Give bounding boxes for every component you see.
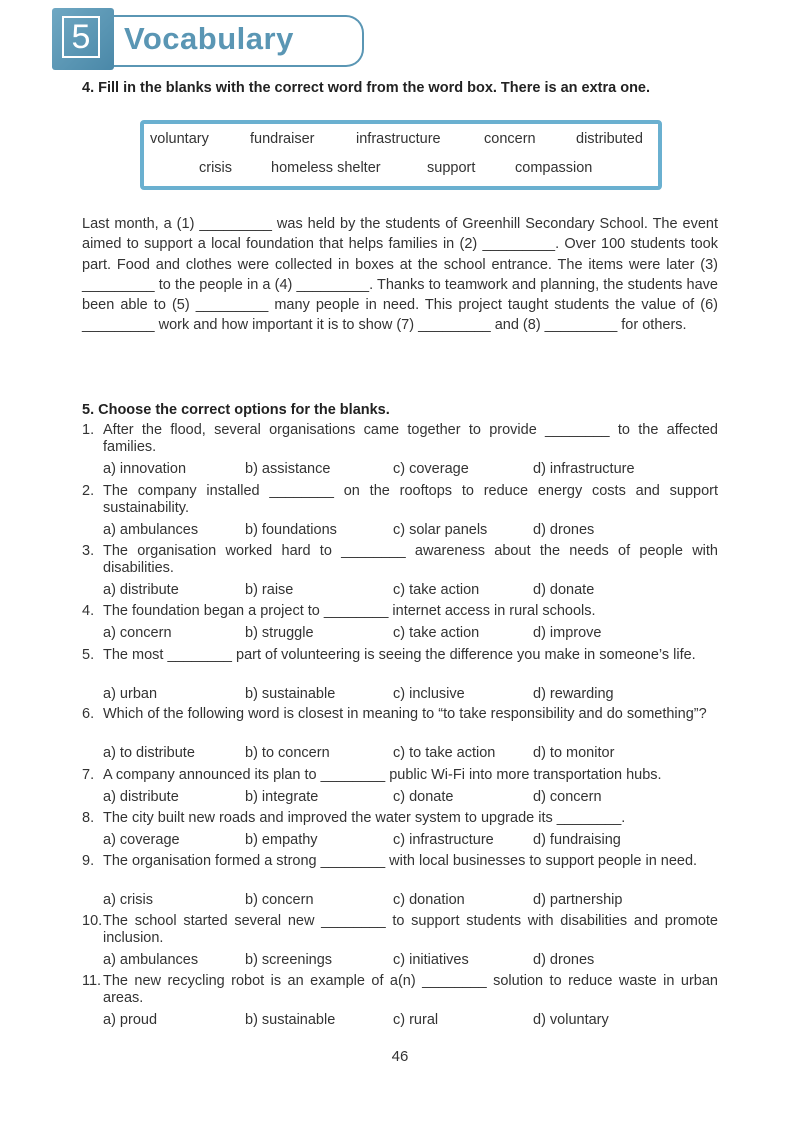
- answer-option[interactable]: c) infrastructure: [393, 832, 494, 848]
- title-banner: [110, 15, 364, 67]
- answer-option[interactable]: c) solar panels: [393, 522, 488, 538]
- gap-fill-passage: Last month, a (1) _________ was held by the students of Greenhill Secondary School. The event aimed to support a local foundation that helps families in (2) _________. Over 100 students took part. Food and clothes were collected in boxes at the school entrance. The items were later (3) _________ to the people in a (4) _________. Thanks to teamwork and planning, the students have been able to (5) _________ many people in need. This project taught students the value of (6) _________ work and how important it is to show (7) _________ and (8) _________ for others.: [82, 216, 718, 334]
- answer-option[interactable]: b) foundations: [245, 522, 337, 538]
- answer-option[interactable]: b) struggle: [245, 625, 314, 641]
- question-text: The new recycling robot is an example of a(n) ________ solution to reduce waste in urban areas.: [103, 973, 718, 1006]
- question-text: The organisation worked hard to ________ awareness about the needs of people with disabilities.: [103, 543, 718, 576]
- question-number: 10.: [82, 913, 103, 929]
- answer-option[interactable]: b) empathy: [245, 832, 318, 848]
- question-number: 4.: [82, 603, 95, 619]
- word-box-item: concern: [484, 131, 536, 147]
- answer-option[interactable]: a) to distribute: [103, 745, 195, 761]
- answer-option[interactable]: d) concern: [533, 789, 602, 805]
- answer-option[interactable]: d) to monitor: [533, 745, 615, 761]
- word-box-item: support: [427, 160, 476, 176]
- answer-option[interactable]: d) rewarding: [533, 686, 614, 702]
- question-text: After the flood, several organisations came together to provide ________ to the affected families.: [103, 422, 718, 455]
- answer-option[interactable]: d) drones: [533, 952, 595, 968]
- word-box-item: fundraiser: [250, 131, 315, 147]
- question-number: 9.: [82, 853, 95, 869]
- question-text: The most ________ part of volunteering is seeing the difference you make in someone’s life.: [103, 647, 696, 663]
- answer-option[interactable]: b) sustainable: [245, 686, 336, 702]
- answer-option[interactable]: d) voluntary: [533, 1012, 609, 1028]
- answer-option[interactable]: a) crisis: [103, 892, 153, 908]
- answer-option[interactable]: c) to take action: [393, 745, 496, 761]
- exercise-5-heading: 5. Choose the correct options for the blanks.: [82, 402, 390, 418]
- word-box-item: compassion: [515, 160, 593, 176]
- answer-option[interactable]: a) proud: [103, 1012, 158, 1028]
- answer-option[interactable]: a) concern: [103, 625, 172, 641]
- question-number: 5.: [82, 647, 95, 663]
- answer-option[interactable]: c) initiatives: [393, 952, 469, 968]
- word-box-item: homeless shelter: [271, 160, 381, 176]
- page-title: Vocabulary: [124, 21, 294, 56]
- question-number: 11.: [82, 973, 102, 989]
- question-text: The company installed ________ on the rooftops to reduce energy costs and support sustainability.: [103, 483, 718, 516]
- answer-option[interactable]: c) rural: [393, 1012, 439, 1028]
- word-box: [140, 120, 662, 190]
- question-number: 7.: [82, 767, 95, 783]
- answer-option[interactable]: b) assistance: [245, 461, 331, 477]
- answer-option[interactable]: b) screenings: [245, 952, 333, 968]
- answer-option[interactable]: a) coverage: [103, 832, 180, 848]
- answer-option[interactable]: b) to concern: [245, 745, 330, 761]
- question-number: 8.: [82, 810, 95, 826]
- answer-option[interactable]: c) coverage: [393, 461, 469, 477]
- question-text: The foundation began a project to ________ internet access in rural schools.: [103, 603, 596, 619]
- unit-badge: [52, 8, 114, 70]
- answer-option[interactable]: d) partnership: [533, 892, 623, 908]
- answer-option[interactable]: d) infrastructure: [533, 461, 635, 477]
- answer-option[interactable]: a) ambulances: [103, 952, 199, 968]
- answer-option[interactable]: c) inclusive: [393, 686, 465, 702]
- question-text: Which of the following word is closest in meaning to “to take responsibility and do something”?: [103, 706, 707, 722]
- unit-number: 5: [62, 16, 100, 58]
- answer-option[interactable]: d) improve: [533, 625, 602, 641]
- page-number: 46: [391, 1048, 409, 1065]
- answer-option[interactable]: b) concern: [245, 892, 314, 908]
- word-box-item: infrastructure: [356, 131, 441, 147]
- question-number: 3.: [82, 543, 95, 559]
- word-box-item: voluntary: [150, 131, 209, 147]
- answer-option[interactable]: d) fundraising: [533, 832, 621, 848]
- question-text: The organisation formed a strong ________ with local businesses to support people in need.: [103, 853, 698, 869]
- unit-header: [52, 8, 372, 74]
- question-text: The city built new roads and improved the water system to upgrade its ________.: [103, 810, 626, 826]
- question-number: 6.: [82, 706, 95, 722]
- answer-option[interactable]: b) sustainable: [245, 1012, 336, 1028]
- answer-option[interactable]: c) donation: [393, 892, 465, 908]
- word-box-item: distributed: [576, 131, 643, 147]
- answer-option[interactable]: b) integrate: [245, 789, 319, 805]
- answer-option[interactable]: a) distribute: [103, 582, 179, 598]
- answer-option[interactable]: a) ambulances: [103, 522, 199, 538]
- question-number: 1.: [82, 422, 95, 438]
- answer-option[interactable]: a) urban: [103, 686, 158, 702]
- answer-option[interactable]: b) raise: [245, 582, 294, 598]
- answer-option[interactable]: c) take action: [393, 625, 480, 641]
- answer-option[interactable]: a) distribute: [103, 789, 179, 805]
- answer-option[interactable]: d) drones: [533, 522, 595, 538]
- question-text: A company announced its plan to ________ public Wi-Fi into more transportation hubs.: [103, 767, 662, 783]
- exercise-4-heading: 4. Fill in the blanks with the correct word from the word box. There is an extra one.: [82, 80, 651, 96]
- answer-option[interactable]: d) donate: [533, 582, 595, 598]
- word-box-item: crisis: [199, 160, 233, 176]
- question-number: 2.: [82, 483, 95, 499]
- answer-option[interactable]: c) take action: [393, 582, 480, 598]
- answer-option[interactable]: a) innovation: [103, 461, 187, 477]
- answer-option[interactable]: c) donate: [393, 789, 454, 805]
- question-text: The school started several new ________ to support students with disabilities and promote inclusion.: [103, 913, 718, 946]
